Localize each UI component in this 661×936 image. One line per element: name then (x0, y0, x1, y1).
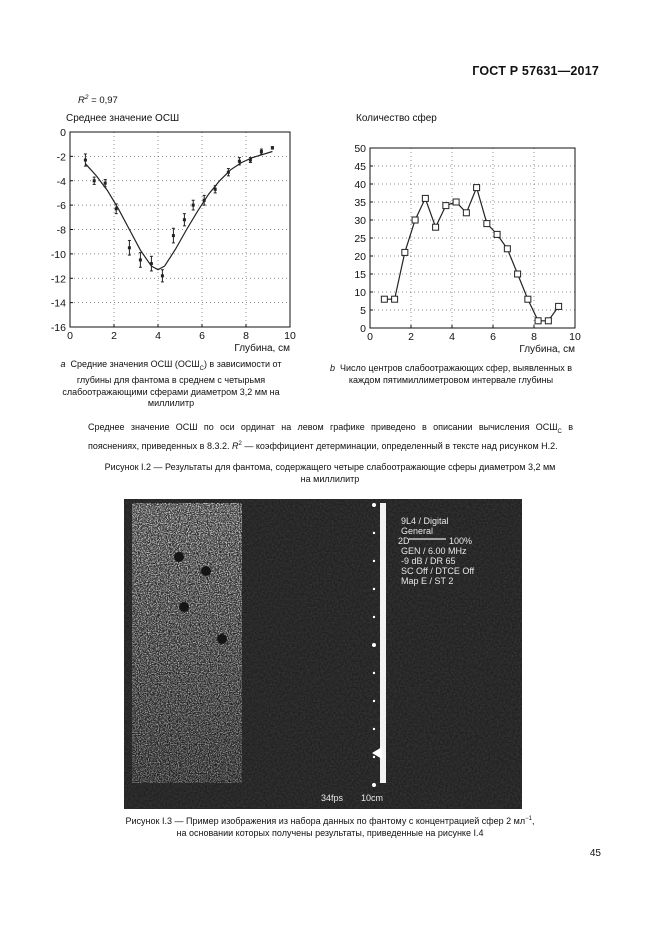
x-tick-label: 4 (155, 330, 161, 342)
x-tick-label: 2 (111, 330, 117, 342)
x-tick-label: 4 (449, 331, 455, 343)
us-gain-line: -9 dB / DR 65 (401, 556, 456, 566)
x-tick-label: 6 (199, 330, 205, 342)
y-tick-label: 20 (354, 251, 366, 263)
data-point (260, 149, 263, 154)
us-mode-label: 2D (398, 536, 410, 546)
right-chart (330, 140, 600, 360)
point-marker (238, 160, 241, 163)
y-tick-label: 10 (354, 287, 366, 299)
y-tick-label: -4 (56, 175, 66, 188)
y-tick-label: 15 (354, 269, 366, 281)
point-marker (183, 218, 186, 221)
x-tick-label: 8 (243, 330, 249, 342)
data-point (192, 200, 195, 210)
point-marker (192, 204, 195, 207)
series-line (384, 188, 558, 321)
point-marker (172, 234, 175, 237)
standard-header: ГОСТ Р 57631—2017 (472, 64, 599, 78)
note-paragraph: Среднее значение ОСШ по оси ординат на левом графике приведено в описании вычисления $ОСШ_C$ в пояснениях, приведенных в 8.3.2. $R^2$ — коэффициент детерминации, определенный в тексте над рисунком Н.2. (88, 422, 573, 451)
point-marker (104, 182, 107, 185)
point-marker (115, 207, 118, 210)
y-tick-label: -12 (50, 273, 66, 286)
depth-tick (373, 560, 375, 562)
point-marker (161, 274, 164, 277)
x-axis-label: Глубина, см (519, 344, 575, 355)
data-point (115, 204, 118, 214)
y-tick-label: 45 (354, 161, 366, 173)
figure-i2-caption: Рисунок I.2 — Результаты для фантома, содержащего четыре слабоотражающие сферы диаметром 3,2 мм на миллилитр (104, 462, 556, 484)
plot-frame (370, 148, 575, 328)
point-marker (227, 171, 230, 174)
ultrasound-scan-region (132, 503, 242, 783)
square-marker (494, 231, 500, 237)
square-marker (463, 210, 469, 216)
point-marker (214, 188, 217, 191)
figure-i3-caption: Рисунок I.3 — Пример изображения из набора данных по фантому с концентрацией сфер 2 $мл^{-1}$, на основании которых получены результаты, приведенные на рисунке I.4 (125, 816, 535, 838)
x-tick-label: 10 (569, 331, 581, 343)
us-preset-line: General (401, 526, 434, 536)
r-squared-label: $R^2 = 0,97$ (78, 94, 118, 107)
y-tick-label: -14 (50, 297, 66, 310)
data-point (93, 177, 96, 184)
us-depth-label: 10cm (361, 793, 384, 803)
x-tick-label: 0 (367, 331, 373, 343)
point-marker (203, 199, 206, 202)
square-marker (556, 303, 562, 309)
data-point (150, 256, 153, 271)
point-marker (84, 159, 87, 162)
y-tick-label: 30 (354, 215, 366, 227)
y-tick-label: 35 (354, 197, 366, 209)
point-marker (150, 262, 153, 265)
square-marker (535, 318, 541, 324)
depth-tick (372, 783, 376, 787)
fit-curve (85, 152, 272, 270)
data-point (183, 214, 186, 226)
square-marker (453, 199, 459, 205)
left-plot-title: Среднее значение ОСШ (66, 113, 180, 124)
point-marker (260, 150, 263, 153)
point-marker (128, 246, 131, 249)
ultrasound-image (124, 499, 522, 809)
x-axis-label: Глубина, см (234, 343, 290, 354)
us-power-label: 100% (449, 536, 473, 546)
y-tick-label: -10 (50, 248, 66, 261)
us-freq-line: GEN / 6.00 MHz (401, 546, 467, 556)
y-tick-label: -16 (50, 322, 66, 334)
data-point (227, 169, 230, 176)
depth-tick (373, 756, 375, 758)
data-point (271, 146, 274, 149)
y-tick-label: -8 (56, 224, 66, 237)
us-probe-line: 9L4 / Digital (401, 516, 449, 526)
page-number: 45 (589, 848, 601, 859)
us-fps-label: 34fps (321, 793, 344, 803)
right-plot-caption: b Число центров слабоотражающих сфер, выявленных в каждом пятимиллиметровом интервале глубины (330, 363, 572, 385)
y-tick-label: 50 (354, 143, 366, 155)
y-tick-label: 0 (60, 127, 66, 139)
point-marker (93, 179, 96, 182)
x-tick-label: 2 (408, 331, 414, 343)
depth-tick (373, 588, 375, 590)
depth-tick (373, 728, 375, 730)
square-marker (422, 195, 428, 201)
right-plot-title: Количество сфер (356, 113, 437, 124)
data-point (172, 228, 175, 243)
y-tick-label: 40 (354, 179, 366, 191)
us-map-line: Map E / ST 2 (401, 576, 454, 586)
square-marker (515, 271, 521, 277)
square-marker (545, 318, 551, 324)
gain-bar (380, 503, 386, 783)
x-tick-label: 0 (67, 330, 73, 342)
square-marker (402, 249, 408, 255)
square-marker (392, 296, 398, 302)
y-tick-label: 5 (360, 305, 366, 317)
us-sc-line: SC Off / DTCE Off (401, 566, 475, 576)
square-marker (504, 246, 510, 252)
point-marker (271, 146, 274, 149)
left-chart (30, 124, 300, 360)
x-tick-label: 8 (531, 331, 537, 343)
square-marker (443, 203, 449, 209)
x-tick-label: 6 (490, 331, 496, 343)
depth-tick (372, 643, 376, 647)
x-tick-label: 10 (284, 330, 296, 342)
square-marker (381, 296, 387, 302)
square-marker (474, 185, 480, 191)
depth-tick (373, 672, 375, 674)
depth-tick (373, 616, 375, 618)
data-point (128, 240, 131, 255)
data-point (139, 253, 142, 268)
left-plot-caption: a Средние значения ОСШ $(ОСШ_C)$ в зависимости от глубины для фантома в среднем с четырьмя слабоотражающими сферами диаметром 3,2 мм на миллилитр (60, 359, 282, 409)
depth-tick (373, 532, 375, 534)
data-point (161, 270, 164, 282)
square-marker (484, 221, 490, 227)
square-marker (433, 224, 439, 230)
square-marker (525, 296, 531, 302)
point-marker (139, 258, 142, 261)
point-marker (249, 159, 252, 162)
y-tick-label: -2 (56, 151, 66, 164)
depth-tick (373, 700, 375, 702)
depth-tick (372, 503, 376, 507)
square-marker (412, 217, 418, 223)
y-tick-label: 0 (360, 323, 366, 335)
y-tick-label: -6 (56, 200, 66, 213)
y-tick-label: 25 (354, 233, 366, 245)
